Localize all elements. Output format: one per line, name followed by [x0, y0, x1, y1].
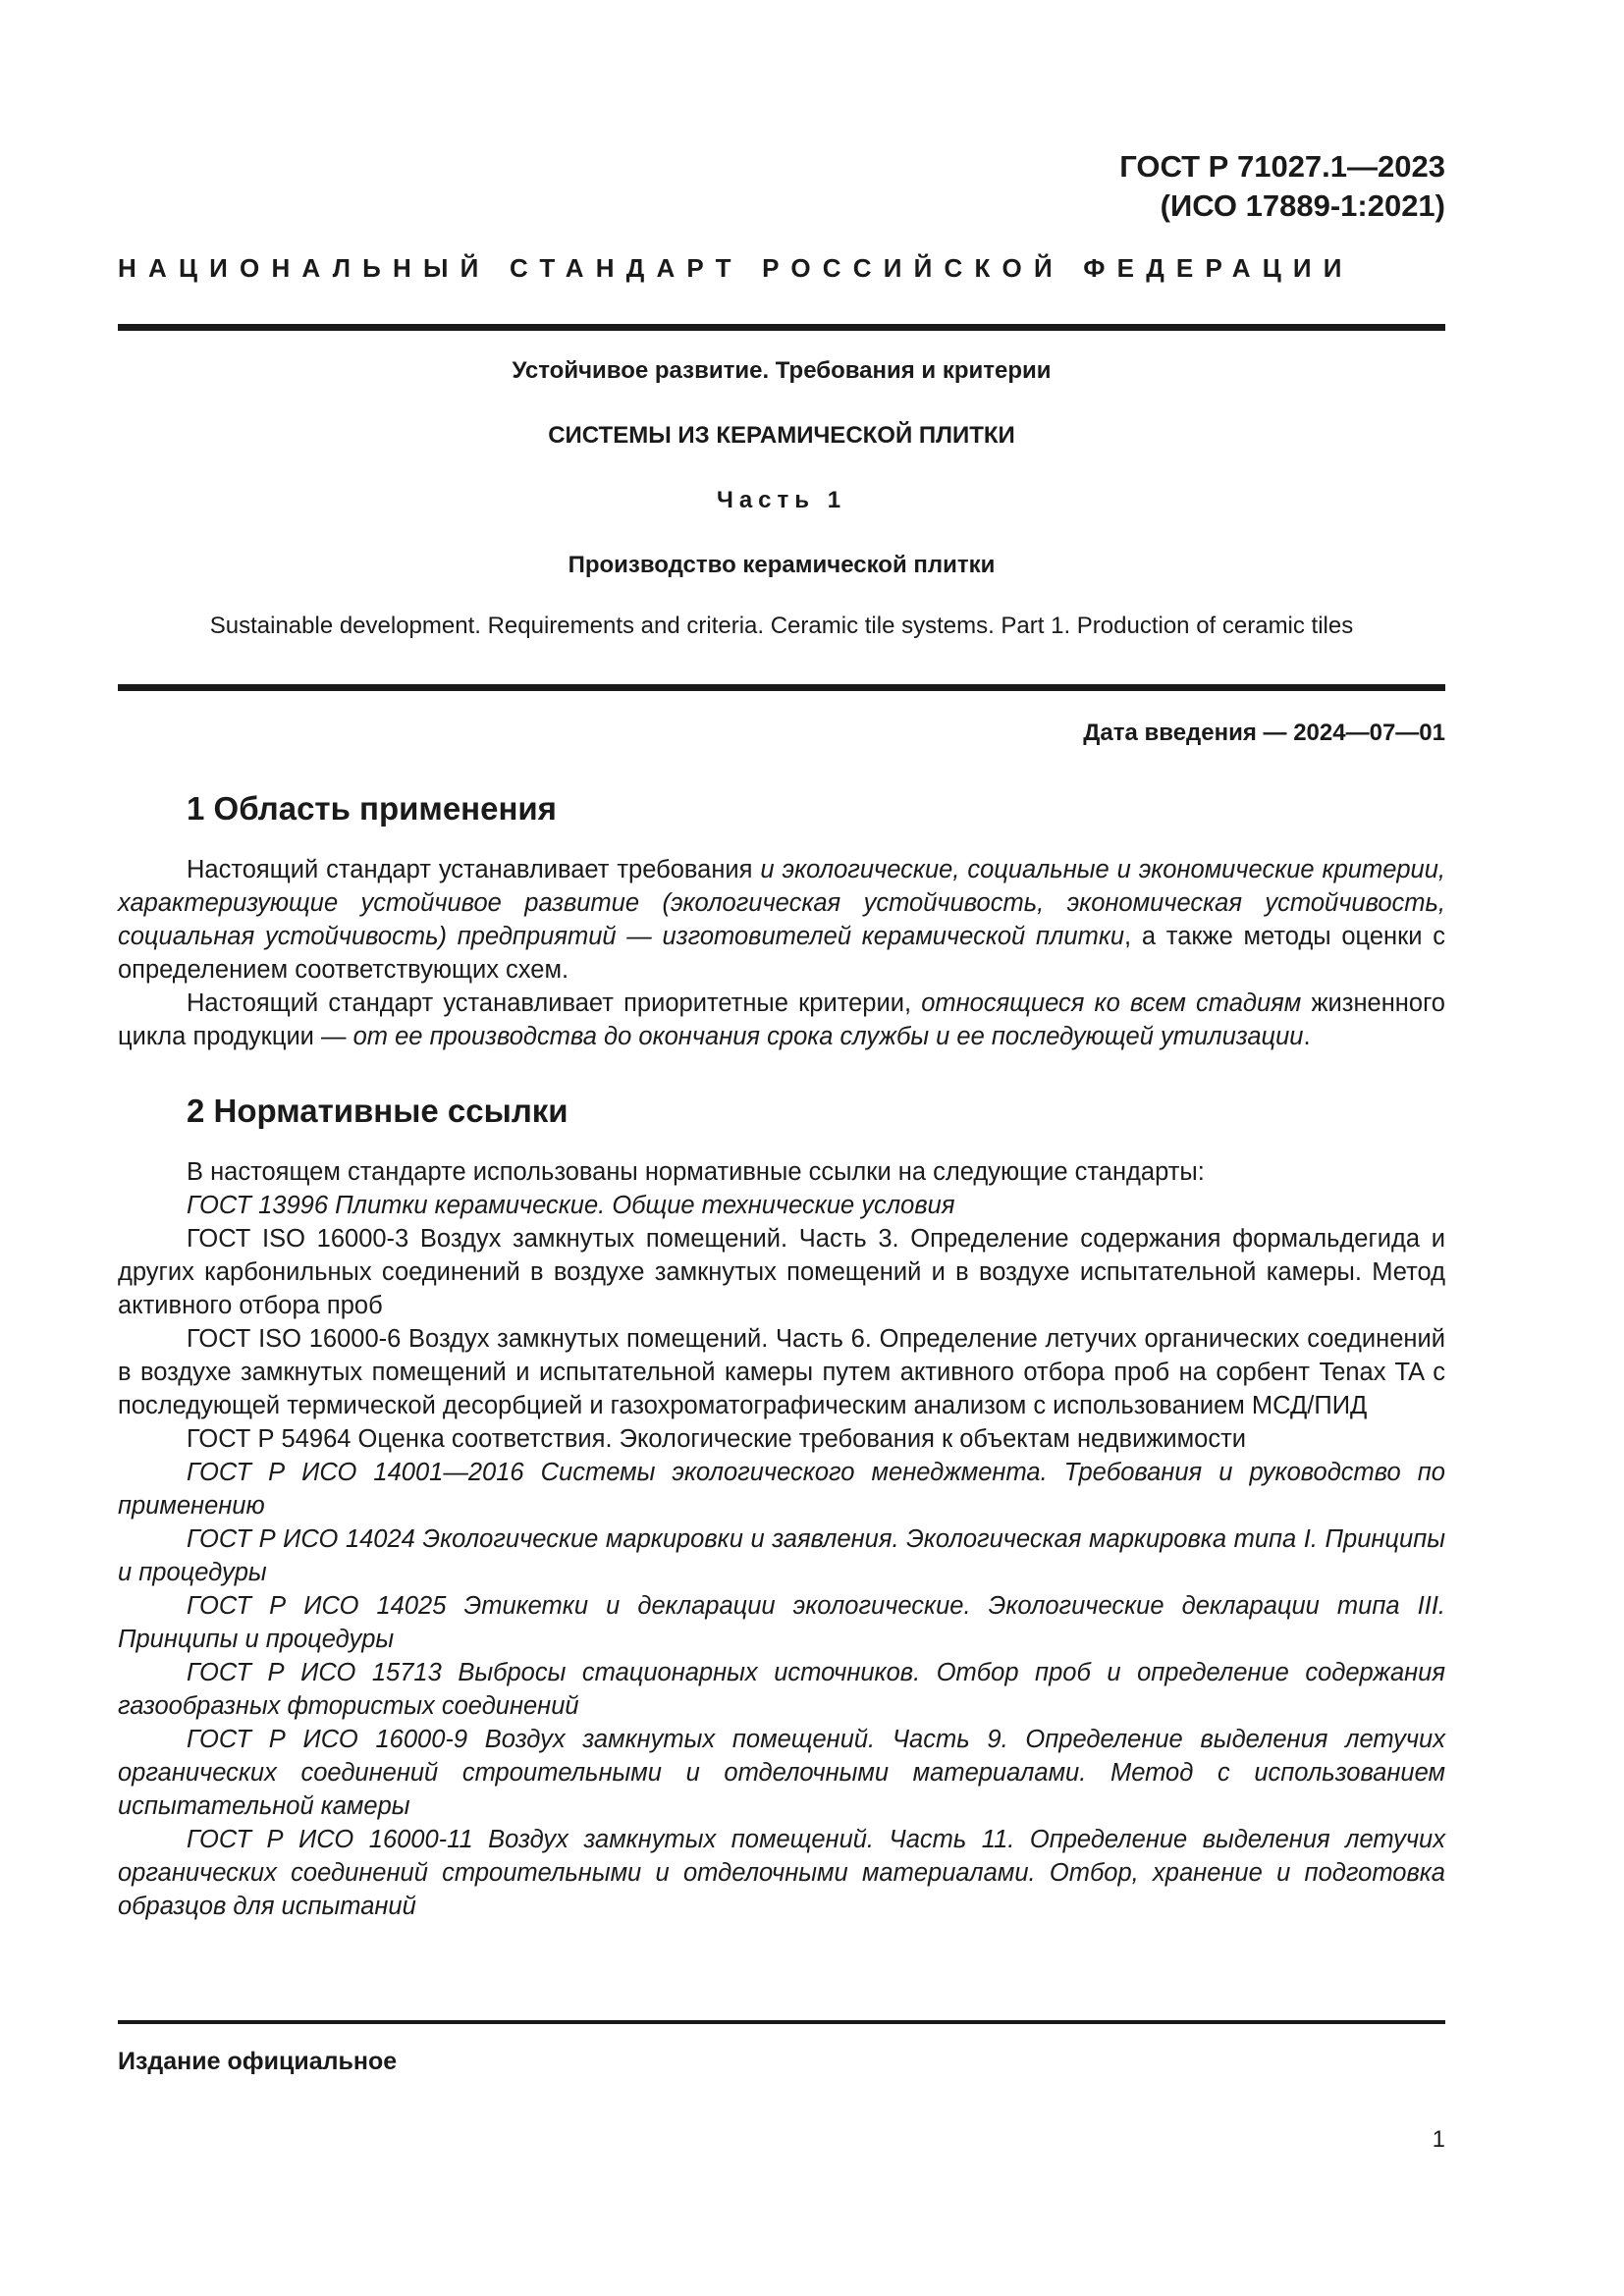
section-heading: 1 Область применения	[187, 790, 557, 827]
national-standard-title: НАЦИОНАЛЬНЫЙ СТАНДАРТ РОССИЙСКОЙ ФЕДЕРАЦИИ	[118, 253, 1354, 283]
title-english: Sustainable development. Requirements and criteria. Ceramic tile systems. Part 1. Production of ceramic tiles	[209, 613, 1354, 639]
section-scope	[118, 790, 1446, 1050]
standard-number-line2: (ИСО 17889-1:2021)	[1160, 188, 1445, 223]
text-run: Настоящий стандарт устанавливает требования	[187, 856, 761, 883]
title-subtitle: Производство керамической плитки	[568, 552, 996, 578]
reference-item	[118, 1522, 1445, 1589]
reference-item	[118, 1656, 1445, 1723]
paragraph	[118, 853, 1445, 987]
top-divider	[118, 324, 1445, 331]
italic-run: относящиеся ко всем стадиям	[921, 989, 1302, 1017]
italic-run: ГОСТ Р ИСО 16000-11 Воздух замкнутых помещений. Часть 11. Определение выделения летучих органических соединений строительными и отделочными материалами. Отбор, хранение и подготовка образцов для испытаний	[118, 1826, 1445, 1920]
reference-item	[118, 1456, 1445, 1522]
section-heading: 2 Нормативные ссылки	[187, 1093, 568, 1129]
text-run: , а также методы оценки с определением соответствующих схем.	[118, 923, 1445, 984]
document-page	[118, 0, 1445, 2296]
italic-run: и экологические, социальные и экономические критерии, характеризующие устойчивое развитие (экологическая устойчивость, экономическая устойчивость, социальная устойчивость) предприятий — изготовителей керамической плитки	[118, 856, 1446, 950]
reference-item: ГОСТ ISO 16000-6 Воздух замкнутых помещений. Часть 6. Определение летучих органических соединений в воздухе замкнутых помещений и испытательной камеры путем активного отбора проб на сорбент Tenax TA с последующей термической десорбцией и газохроматографическим анализом с использованием МСД/ПИД	[118, 1325, 1445, 1419]
italic-run: от ее производства до окончания срока службы и ее последующей утилизации	[352, 1023, 1304, 1050]
paragraph: В настоящем стандарте использованы нормативные ссылки на следующие стандарты:	[187, 1158, 1205, 1186]
paragraph	[118, 987, 1445, 1053]
section-body	[118, 1155, 1445, 1923]
page-number: 1	[1432, 2126, 1445, 2153]
reference-item	[118, 1189, 1445, 1222]
text-run: .	[1303, 1023, 1311, 1050]
italic-run: ГОСТ Р ИСО 14025 Этикетки и декларации экологические. Экологические декларации типа III. Принципы и процедуры	[118, 1592, 1445, 1653]
italic-run: ГОСТ Р ИСО 14024 Экологические маркировки и заявления. Экологическая маркировка типа I. Принципы и процедуры	[118, 1525, 1445, 1586]
standard-number-line1: ГОСТ Р 71027.1—2023	[1119, 149, 1445, 184]
reference-item: ГОСТ ISO 16000-3 Воздух замкнутых помещений. Часть 3. Определение содержания формальдегида и других карбонильных соединений в воздухе замкнутых помещений и в воздухе испытательной камеры. Метод активного отбора проб	[118, 1225, 1445, 1319]
footer-divider	[118, 2020, 1445, 2024]
title-line2: СИСТЕМЫ ИЗ КЕРАМИЧЕСКОЙ ПЛИТКИ	[548, 422, 1015, 449]
reference-item	[118, 1723, 1445, 1823]
official-edition-label: Издание официальное	[118, 2048, 398, 2075]
reference-item	[118, 1589, 1445, 1656]
italic-run: ГОСТ Р ИСО 16000-9 Воздух замкнутых помещений. Часть 9. Определение выделения летучих органических соединений строительными и отделочными материалами. Метод с использованием испытательной камеры	[118, 1726, 1445, 1820]
italic-run: ГОСТ 13996 Плитки керамические. Общие технические условия	[187, 1192, 955, 1219]
italic-run: ГОСТ Р ИСО 14001—2016 Системы экологического менеджмента. Требования и руководство по применению	[118, 1459, 1445, 1520]
section-normative-references	[118, 1093, 1445, 1920]
title-line1: Устойчивое развитие. Требования и критерии	[512, 357, 1052, 384]
reference-item	[118, 1823, 1445, 1923]
text-run: жизненного цикла продукции —	[118, 989, 1445, 1050]
reference-item: ГОСТ Р 54964 Оценка соответствия. Экологические требования к объектам недвижимости	[187, 1425, 1247, 1453]
italic-run: ГОСТ Р ИСО 15713 Выбросы стационарных источников. Отбор проб и определение содержания газообразных фтористых соединений	[118, 1659, 1445, 1720]
introduction-date: Дата введения — 2024—07—01	[1083, 720, 1445, 746]
section-body	[118, 853, 1445, 1053]
title-part: Часть 1	[716, 487, 847, 513]
middle-divider	[118, 684, 1445, 691]
text-run: Настоящий стандарт устанавливает приоритетные критерии,	[187, 989, 922, 1017]
standard-number	[1119, 147, 1445, 226]
